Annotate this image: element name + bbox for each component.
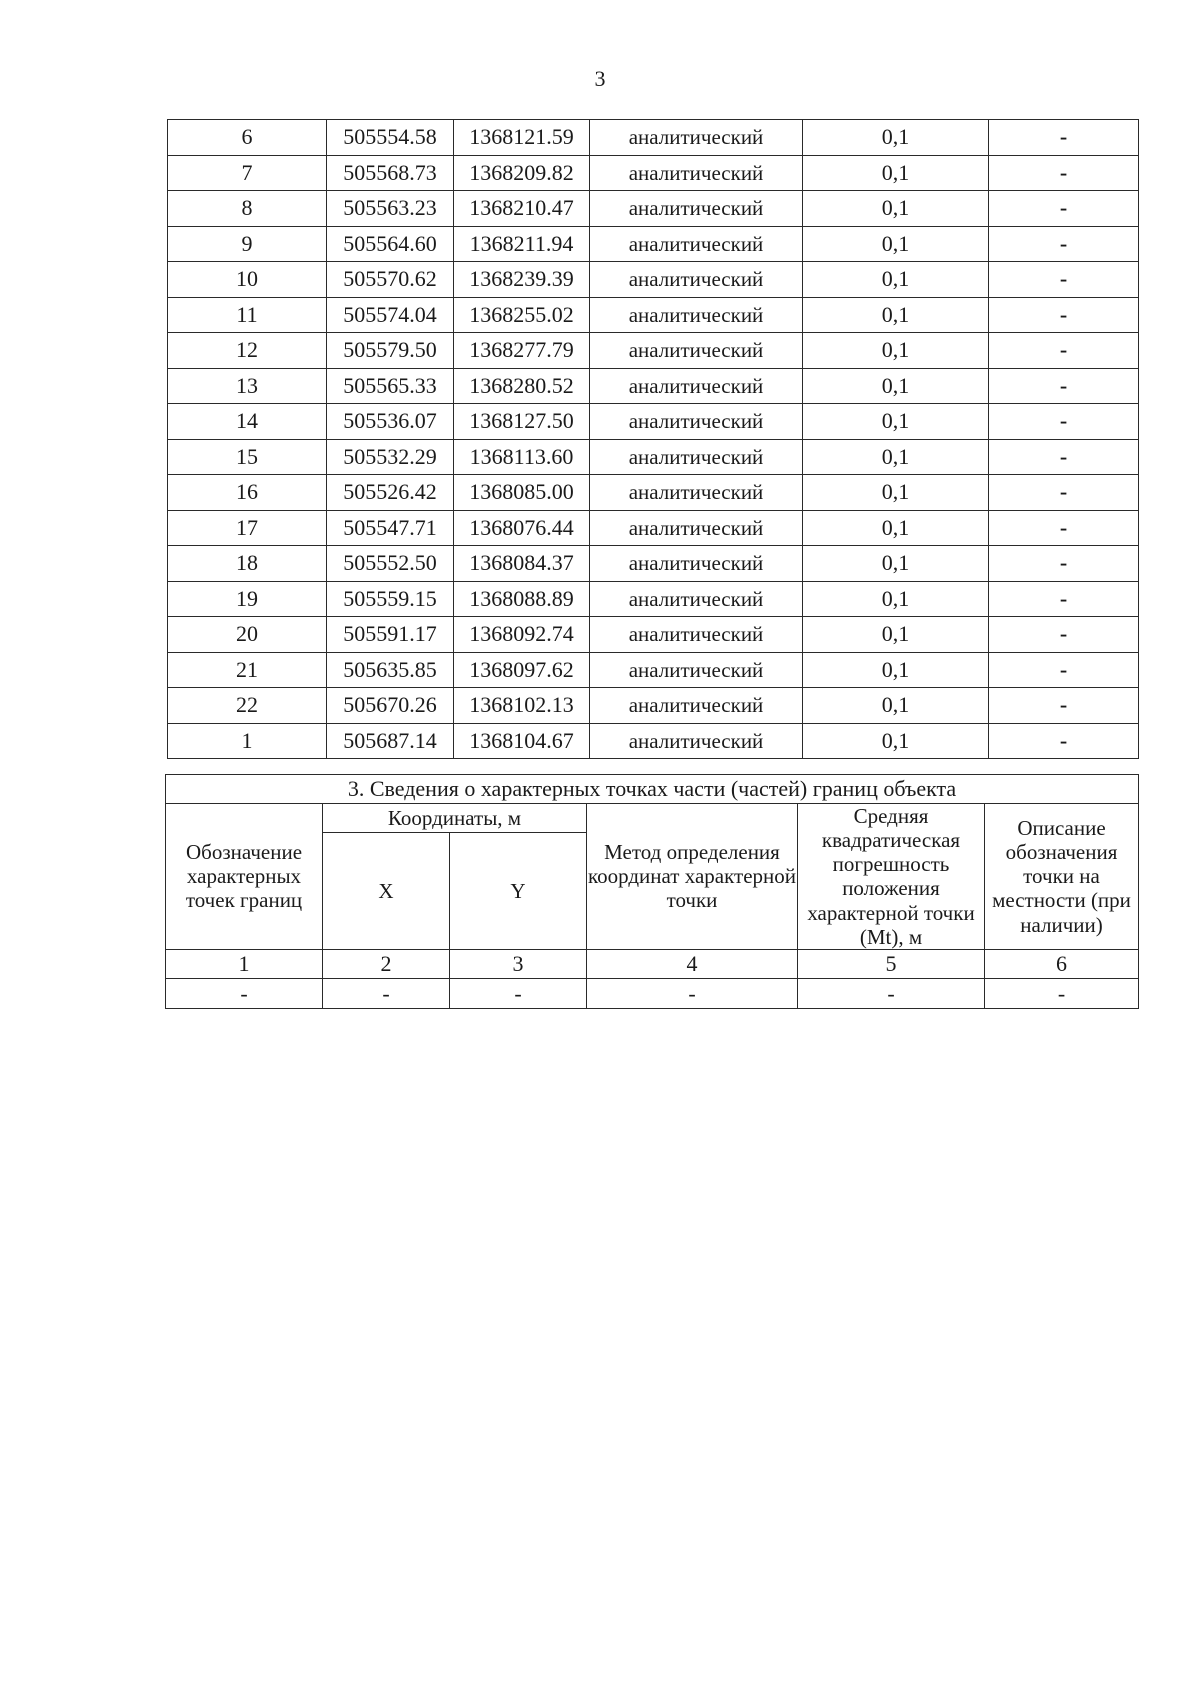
x-cell: 505554.58 (327, 120, 454, 156)
description-cell: - (989, 581, 1139, 617)
method-cell: аналитический (590, 155, 803, 191)
table-row (168, 155, 1139, 191)
table-row (168, 510, 1139, 546)
method-cell: аналитический (590, 581, 803, 617)
accuracy-cell: 0,1 (803, 191, 989, 227)
y-cell: 1368121.59 (454, 120, 590, 156)
section3-column-numbers-row (166, 949, 1139, 978)
x-cell: 505532.29 (327, 439, 454, 475)
column-number: 5 (798, 949, 985, 978)
method-cell: аналитический (590, 333, 803, 369)
accuracy-cell: 0,1 (803, 368, 989, 404)
method-cell: аналитический (590, 262, 803, 298)
table-row (168, 333, 1139, 369)
point-cell: 17 (168, 510, 327, 546)
accuracy-cell: 0,1 (803, 581, 989, 617)
point-cell: 1 (168, 723, 327, 759)
method-cell: аналитический (590, 510, 803, 546)
point-cell: 18 (168, 546, 327, 582)
table-row (168, 191, 1139, 227)
section3-title: 3. Сведения о характерных точках части (частей) границ объекта (166, 775, 1139, 804)
x-cell: 505559.15 (327, 581, 454, 617)
table-row (168, 404, 1139, 440)
x-cell: 505591.17 (327, 617, 454, 653)
point-cell: 21 (168, 652, 327, 688)
empty-cell: - (587, 978, 798, 1008)
method-cell: аналитический (590, 226, 803, 262)
point-cell: 22 (168, 688, 327, 724)
description-cell: - (989, 439, 1139, 475)
y-cell: 1368239.39 (454, 262, 590, 298)
x-cell: 505563.23 (327, 191, 454, 227)
point-cell: 8 (168, 191, 327, 227)
point-cell: 15 (168, 439, 327, 475)
y-cell: 1368085.00 (454, 475, 590, 511)
accuracy-cell: 0,1 (803, 226, 989, 262)
description-cell: - (989, 652, 1139, 688)
point-cell: 20 (168, 617, 327, 653)
table-row (168, 617, 1139, 653)
x-cell: 505579.50 (327, 333, 454, 369)
accuracy-cell: 0,1 (803, 546, 989, 582)
method-cell: аналитический (590, 368, 803, 404)
page-number: 3 (594, 66, 606, 91)
accuracy-cell: 0,1 (803, 617, 989, 653)
x-cell: 505670.26 (327, 688, 454, 724)
point-cell: 6 (168, 120, 327, 156)
method-cell: аналитический (590, 475, 803, 511)
x-cell: 505526.42 (327, 475, 454, 511)
accuracy-cell: 0,1 (803, 120, 989, 156)
method-cell: аналитический (590, 191, 803, 227)
empty-cell: - (798, 978, 985, 1008)
table-row (168, 475, 1139, 511)
accuracy-cell: 0,1 (803, 652, 989, 688)
method-cell: аналитический (590, 723, 803, 759)
table-row (168, 581, 1139, 617)
description-cell: - (989, 617, 1139, 653)
method-cell: аналитический (590, 297, 803, 333)
description-cell: - (989, 120, 1139, 156)
accuracy-cell: 0,1 (803, 439, 989, 475)
section3-table (165, 774, 1139, 1009)
method-cell: аналитический (590, 688, 803, 724)
table-row (168, 652, 1139, 688)
point-cell: 7 (168, 155, 327, 191)
header-description: Описание обозначения точки на местности (при наличии) (985, 804, 1139, 950)
accuracy-cell: 0,1 (803, 475, 989, 511)
section3-title-row (166, 775, 1139, 804)
description-cell: - (989, 155, 1139, 191)
column-number: 4 (587, 949, 798, 978)
section3-empty-row (166, 978, 1139, 1008)
y-cell: 1368127.50 (454, 404, 590, 440)
header-method: Метод определения координат характерной точки (587, 804, 798, 950)
method-cell: аналитический (590, 546, 803, 582)
point-cell: 12 (168, 333, 327, 369)
x-cell: 505570.62 (327, 262, 454, 298)
x-cell: 505635.85 (327, 652, 454, 688)
empty-cell: - (166, 978, 323, 1008)
column-number: 1 (166, 949, 323, 978)
point-cell: 9 (168, 226, 327, 262)
y-cell: 1368097.62 (454, 652, 590, 688)
description-cell: - (989, 226, 1139, 262)
x-cell: 505568.73 (327, 155, 454, 191)
point-cell: 14 (168, 404, 327, 440)
table-row (168, 226, 1139, 262)
description-cell: - (989, 546, 1139, 582)
point-cell: 10 (168, 262, 327, 298)
description-cell: - (989, 688, 1139, 724)
description-cell: - (989, 723, 1139, 759)
y-cell: 1368277.79 (454, 333, 590, 369)
table-row (168, 368, 1139, 404)
table-row (168, 546, 1139, 582)
empty-cell: - (450, 978, 587, 1008)
method-cell: аналитический (590, 617, 803, 653)
description-cell: - (989, 404, 1139, 440)
x-cell: 505552.50 (327, 546, 454, 582)
x-cell: 505574.04 (327, 297, 454, 333)
empty-cell: - (985, 978, 1139, 1008)
coordinates-table-body (168, 120, 1139, 759)
x-cell: 505547.71 (327, 510, 454, 546)
y-cell: 1368210.47 (454, 191, 590, 227)
x-cell: 505536.07 (327, 404, 454, 440)
accuracy-cell: 0,1 (803, 510, 989, 546)
table-row (168, 297, 1139, 333)
y-cell: 1368088.89 (454, 581, 590, 617)
y-cell: 1368255.02 (454, 297, 590, 333)
table-row (168, 688, 1139, 724)
header-point-designation: Обозначение характерных точек границ (166, 804, 323, 950)
method-cell: аналитический (590, 120, 803, 156)
accuracy-cell: 0,1 (803, 404, 989, 440)
header-y: Y (450, 833, 587, 949)
y-cell: 1368209.82 (454, 155, 590, 191)
method-cell: аналитический (590, 439, 803, 475)
y-cell: 1368092.74 (454, 617, 590, 653)
point-cell: 16 (168, 475, 327, 511)
y-cell: 1368084.37 (454, 546, 590, 582)
description-cell: - (989, 510, 1139, 546)
accuracy-cell: 0,1 (803, 333, 989, 369)
column-number: 2 (323, 949, 450, 978)
table-row (168, 120, 1139, 156)
column-number: 3 (450, 949, 587, 978)
description-cell: - (989, 262, 1139, 298)
y-cell: 1368113.60 (454, 439, 590, 475)
table-row (168, 262, 1139, 298)
description-cell: - (989, 297, 1139, 333)
y-cell: 1368076.44 (454, 510, 590, 546)
y-cell: 1368104.67 (454, 723, 590, 759)
method-cell: аналитический (590, 652, 803, 688)
x-cell: 505687.14 (327, 723, 454, 759)
section3-header-row (166, 804, 1139, 833)
column-number: 6 (985, 949, 1139, 978)
coordinates-table (167, 119, 1139, 759)
description-cell: - (989, 368, 1139, 404)
accuracy-cell: 0,1 (803, 688, 989, 724)
x-cell: 505565.33 (327, 368, 454, 404)
header-x: X (323, 833, 450, 949)
y-cell: 1368211.94 (454, 226, 590, 262)
header-accuracy: Средняя квадратическая погрешность положения характерной точки (Mt), м (798, 804, 985, 950)
description-cell: - (989, 475, 1139, 511)
table-row (168, 723, 1139, 759)
y-cell: 1368102.13 (454, 688, 590, 724)
point-cell: 19 (168, 581, 327, 617)
accuracy-cell: 0,1 (803, 723, 989, 759)
header-coordinates: Координаты, м (323, 804, 587, 833)
x-cell: 505564.60 (327, 226, 454, 262)
point-cell: 13 (168, 368, 327, 404)
empty-cell: - (323, 978, 450, 1008)
point-cell: 11 (168, 297, 327, 333)
accuracy-cell: 0,1 (803, 155, 989, 191)
method-cell: аналитический (590, 404, 803, 440)
table-row (168, 439, 1139, 475)
accuracy-cell: 0,1 (803, 262, 989, 298)
accuracy-cell: 0,1 (803, 297, 989, 333)
y-cell: 1368280.52 (454, 368, 590, 404)
description-cell: - (989, 191, 1139, 227)
description-cell: - (989, 333, 1139, 369)
